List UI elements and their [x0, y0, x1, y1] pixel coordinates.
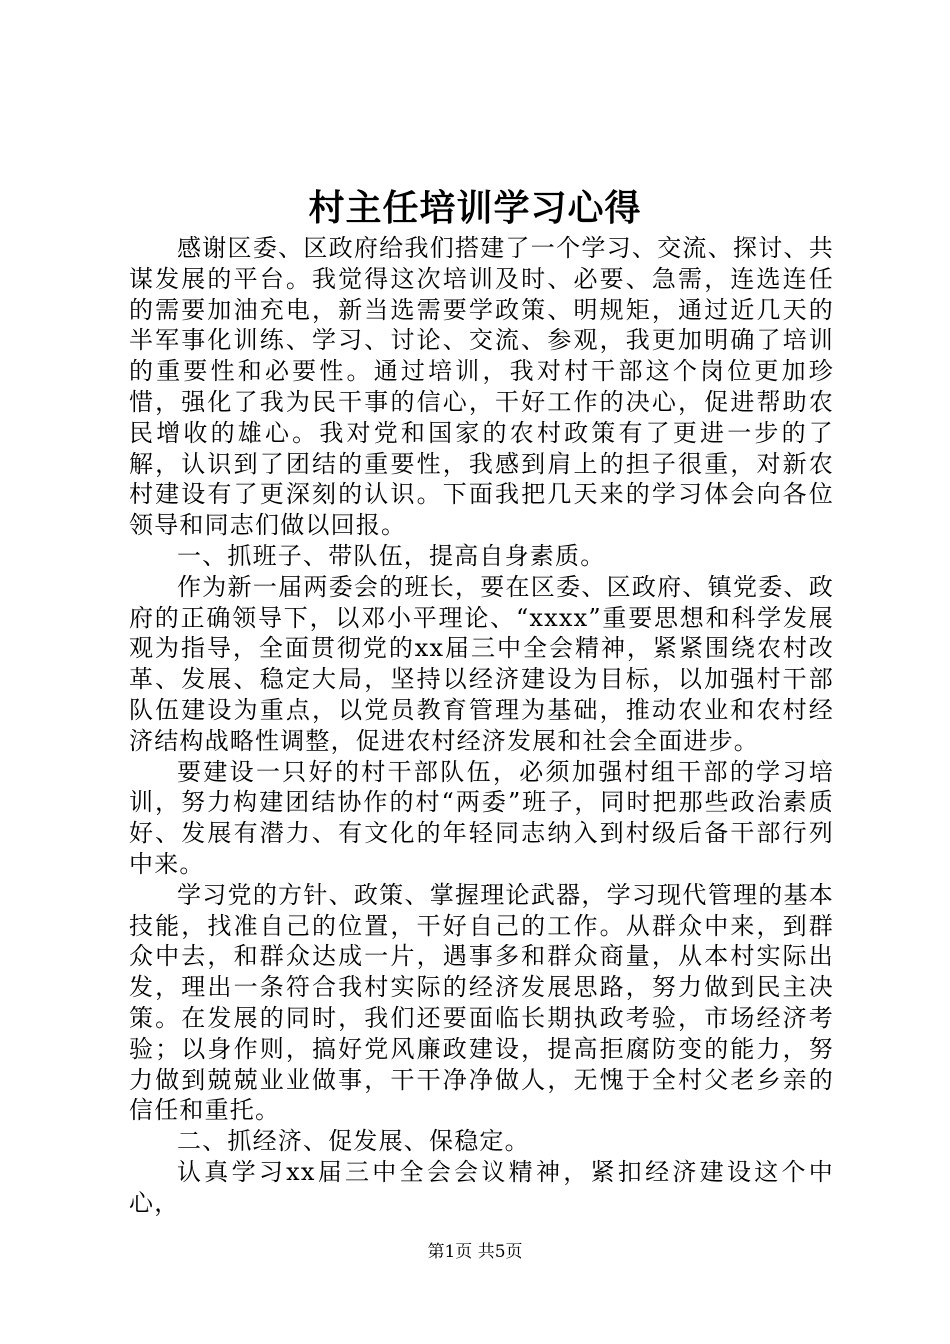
section-heading: 一、抓班子、带队伍，提高自身素质。	[177, 541, 606, 570]
paragraph: 感谢区委、区政府给我们搭建了一个学习、交流、探讨、共谋发展的平台。我觉得这次培训及时、必要、急需，连选连任的需要加油充电，新当选需要学政策、明规矩，通过近几天的半军事化训练、学习、讨论、交流、参观，我更加明确了培训的重要性和必要性。通过培训，我对村干部这个岗位更加珍惜，强化了我为民干事的信心，干好工作的决心，促进帮助农民增收的雄心。我对党和国家的农村政策有了更进一步的了解，认识到了团结的重要性，我感到肩上的担子很重，对新农村建设有了更深刻的认识。下面我把几天来的学习体会向各位领导和同志们做以回报。	[129, 234, 834, 540]
paragraph: 要建设一只好的村干部队伍，必须加强村组干部的学习培训，努力构建团结协作的村“两委”班子，同时把那些政治素质好、发展有潜力、有文化的年轻同志纳入到村级后备干部行列中来。	[129, 757, 834, 878]
document-body	[129, 233, 834, 1219]
document-title: 村主任培训学习心得	[308, 187, 642, 229]
section-heading: 二、抓经济、促发展、保稳定。	[177, 1127, 530, 1156]
paragraph: 认真学习xx届三中全会会议精神，紧扣经济建设这个中心，	[129, 1157, 834, 1217]
page-number-footer: 第1页 共5页	[427, 1242, 523, 1262]
paragraph: 作为新一届两委会的班长，要在区委、区政府、镇党委、政府的正确领导下，以邓小平理论、“xxxx”重要思想和科学发展观为指导，全面贯彻党的xx届三中全会精神，紧紧围绕农村改革、发展、稳定大局，坚持以经济建设为目标，以加强村干部队伍建设为重点，以党员教育管理为基础，推动农业和农村经济结构战略性调整，促进农村经济发展和社会全面进步。	[129, 572, 834, 755]
paragraph: 学习党的方针、政策、掌握理论武器，学习现代管理的基本技能，找准自己的位置，干好自己的工作。从群众中来，到群众中去，和群众达成一片，遇事多和群众商量，从本村实际出发，理出一条符合我村实际的经济发展思路，努力做到民主决策。在发展的同时，我们还要面临长期执政考验，市场经济考验；以身作则，搞好党风廉政建设，提高拒腐防变的能力，努力做到兢兢业业做事，干干净净做人，无愧于全村父老乡亲的信任和重托。	[129, 880, 834, 1125]
